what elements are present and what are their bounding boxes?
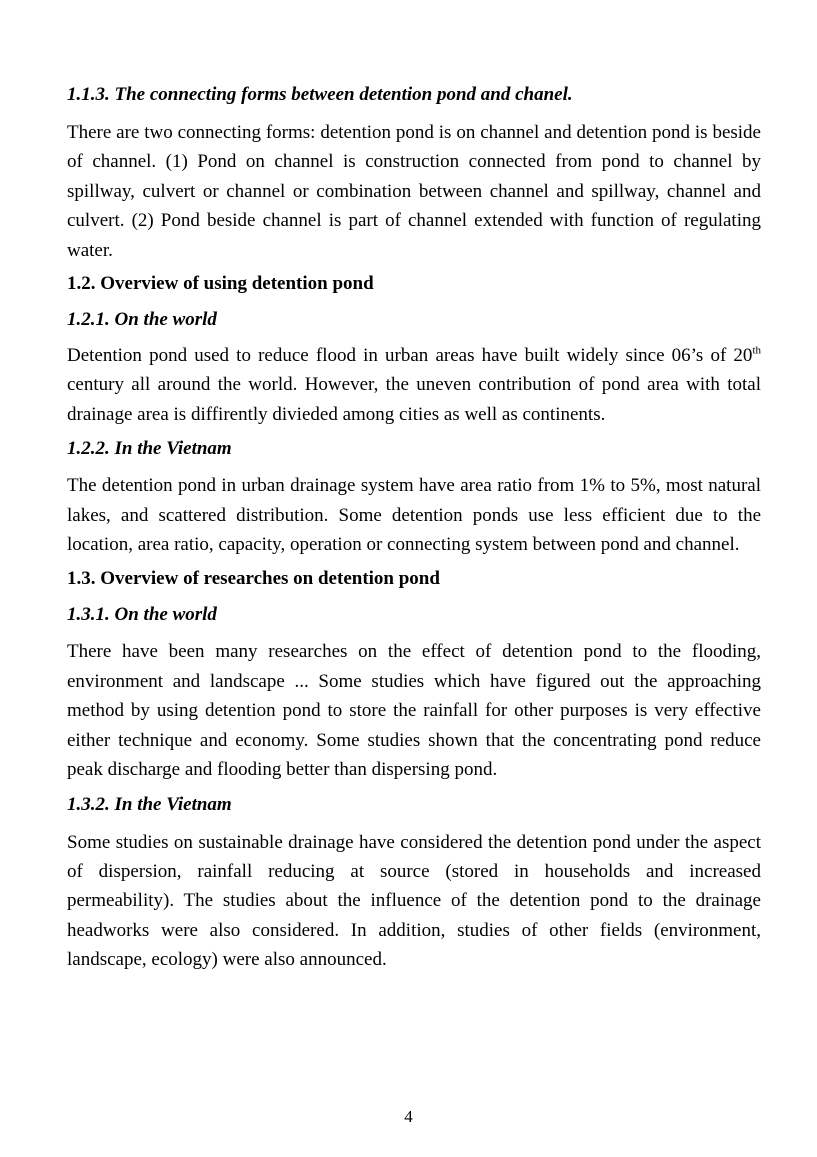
section-heading-1-3: 1.3. Overview of researches on detention pond (67, 568, 440, 590)
section-paragraph-1-2-1 (67, 341, 761, 429)
section-heading-1-2-2: 1.2.2. In the Vietnam (67, 438, 232, 460)
document-page (67, 80, 761, 975)
section-heading-1-2: 1.2. Overview of using detention pond (67, 273, 374, 295)
section-paragraph-1-2-2: The detention pond in urban drainage system have area ratio from 1% to 5%, most natural lakes, and scattered distribution. Some detention ponds use less efficient due to the location, area ratio, capacity, operation or connecting system between pond and channel. (67, 475, 761, 556)
section-heading-1-2-1: 1.2.1. On the world (67, 309, 217, 331)
superscript-th: th (752, 344, 761, 357)
section-heading-1-1-3: 1.1.3. The connecting forms between detention pond and chanel. (67, 84, 573, 105)
section-heading-1-3-1: 1.3.1. On the world (67, 604, 217, 626)
section-paragraph-1-3-1: There have been many researches on the effect of detention pond to the flooding, environment and landscape ... Some studies which have figured out the approaching method by using detention pond to store the rainfall for other purposes is very effective either technique and economy. Some studies shown that the concentrating pond reduce peak discharge and flooding better than dispersing pond. (67, 641, 761, 781)
section-paragraph-1-1-3: There are two connecting forms: detention pond is on channel and detention pond is beside of channel. (1) Pond on channel is construction connected from pond to channel by spillway, culvert or channel or combination between channel and spillway, channel and culvert. (2) Pond beside channel is part of channel extended with function of regulating water. (67, 122, 761, 261)
page-number: 4 (404, 1107, 413, 1126)
paragraph-text-before-superscript: Detention pond used to reduce flood in urban areas have built widely since 06’s of 20 (67, 345, 753, 367)
section-paragraph-1-3-2: Some studies on sustainable drainage have considered the detention pond under the aspect of dispersion, rainfall reducing at source (stored in households and increased permeability). The studies about the influence of the detention pond to the drainage headworks were also considered. In addition, studies of other fields (environment, landscape, ecology) were also announced. (67, 831, 761, 971)
section-heading-1-3-2: 1.3.2. In the Vietnam (67, 793, 232, 815)
paragraph-text-after-superscript: century all around the world. However, the uneven contribution of pond area with total drainage area is diffirently divieded among cities as well as continents. (67, 374, 761, 425)
